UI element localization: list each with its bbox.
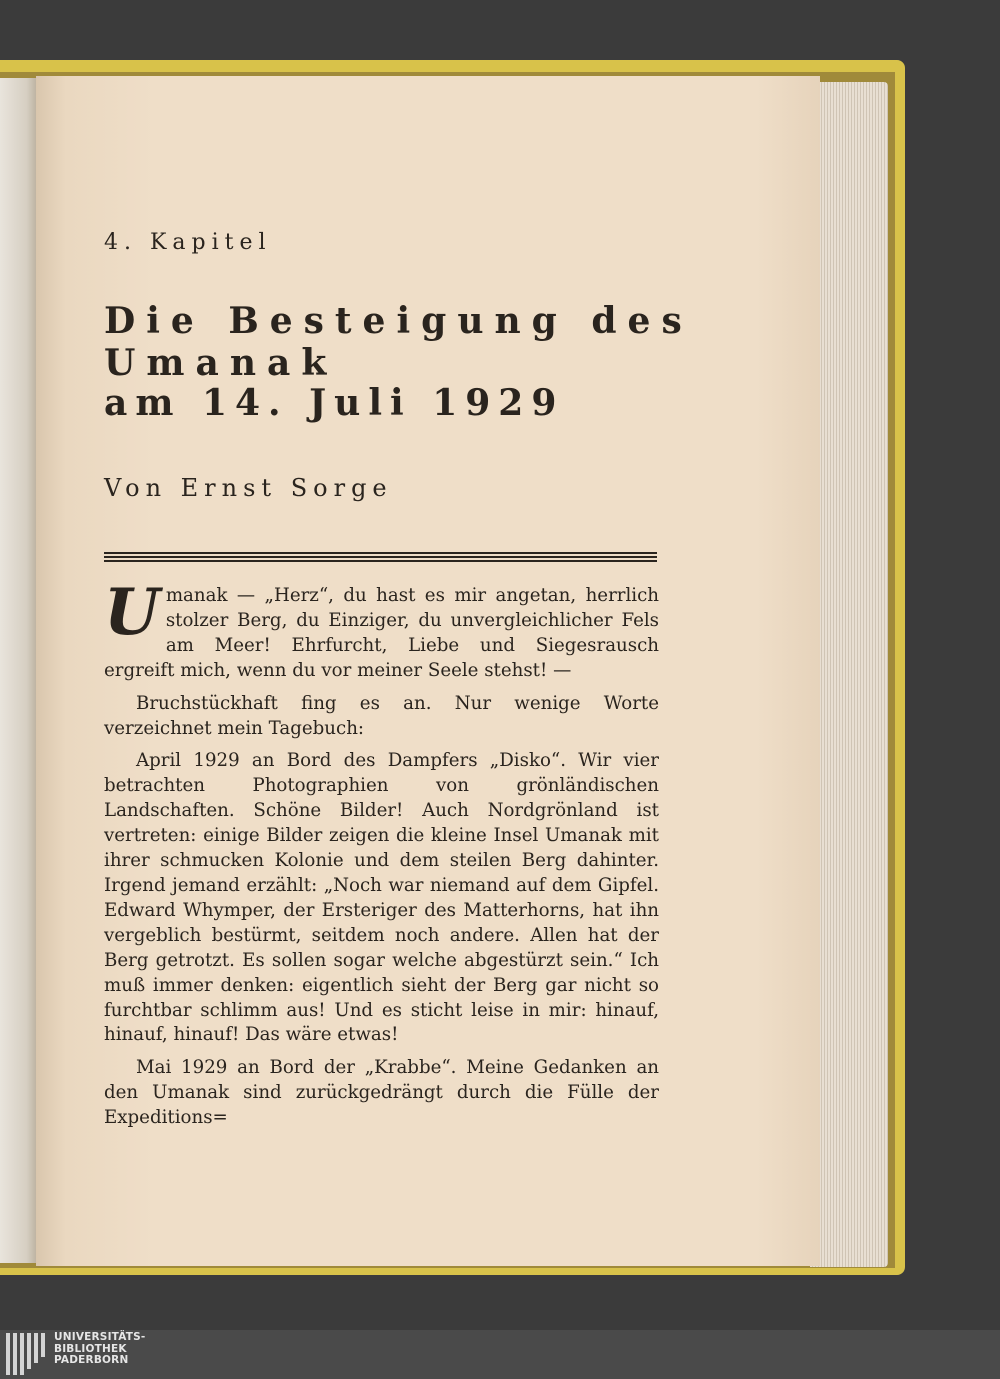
paragraph-text: manak — „Herz“, du hast es mir angetan, herrlich stolzer Berg, du Einziger, du unvergleichlicher Fels am Meer! Ehrfurcht, Liebe und Siegesrausch ergreift mich, wenn du vor meiner Seele stehst! — <box>104 585 659 681</box>
paragraph: Mai 1929 an Bord der „Krabbe“. Meine Gedanken an den Umanak sind zurückgedrängt durch die Fülle der Expeditions= <box>104 1057 659 1129</box>
paragraph <box>104 575 659 684</box>
chapter-title-line-1: Die Besteigung des Umanak <box>104 300 693 384</box>
page-stack-edge <box>810 82 888 1267</box>
library-footer <box>0 1330 1000 1379</box>
library-name-line: UNIVERSITÄTS- <box>54 1331 146 1343</box>
divider-rule <box>104 552 657 554</box>
paragraph: Bruchstückhaft fing es an. Nur wenige Worte verzeichnet mein Tagebuch: <box>104 692 659 739</box>
divider-rule <box>104 560 657 562</box>
library-name-line: BIBLIOTHEK <box>54 1342 127 1355</box>
paragraph: April 1929 an Bord des Dampfers „Disko“. Wir vier betrachten Photographien von grönländischen Landschaften. Schöne Bilder! Auch Nordgrönland ist vertreten: einige Bilder zeigen die kleine Insel Umanak mit ihrer schmucken Kolonie und dem steilen Berg dahinter. Irgend jemand erzählt: „Noch war niemand auf dem Gipfel. Edward Whymper, der Ersteriger des Matterhorns, hat ihn vergeblich bestürmt, seitdem noch andere. Allen hat der Berg getrotzt. Es sollen sogar welche abgestürzt sein.“ Ich muß immer denken: eigentlich sieht der Berg gar nicht so furchtbar schlimm aus! Und es sticht leise in mir: hinauf, hinauf, hinauf! Das wäre etwas! <box>104 750 659 1046</box>
divider-rule <box>104 556 657 558</box>
body-text <box>104 575 659 1139</box>
author-byline: Von Ernst Sorge <box>104 474 393 502</box>
chapter-title-line-2: am 14. Juli 1929 <box>104 382 565 424</box>
library-logo-icon <box>6 1333 46 1375</box>
left-page-edge <box>0 78 38 1263</box>
chapter-heading: 4. Kapitel <box>104 230 272 255</box>
library-name <box>54 1332 145 1367</box>
drop-cap: U <box>104 575 160 650</box>
book-page <box>36 76 820 1266</box>
library-name-line: PADERBORN <box>54 1354 129 1366</box>
